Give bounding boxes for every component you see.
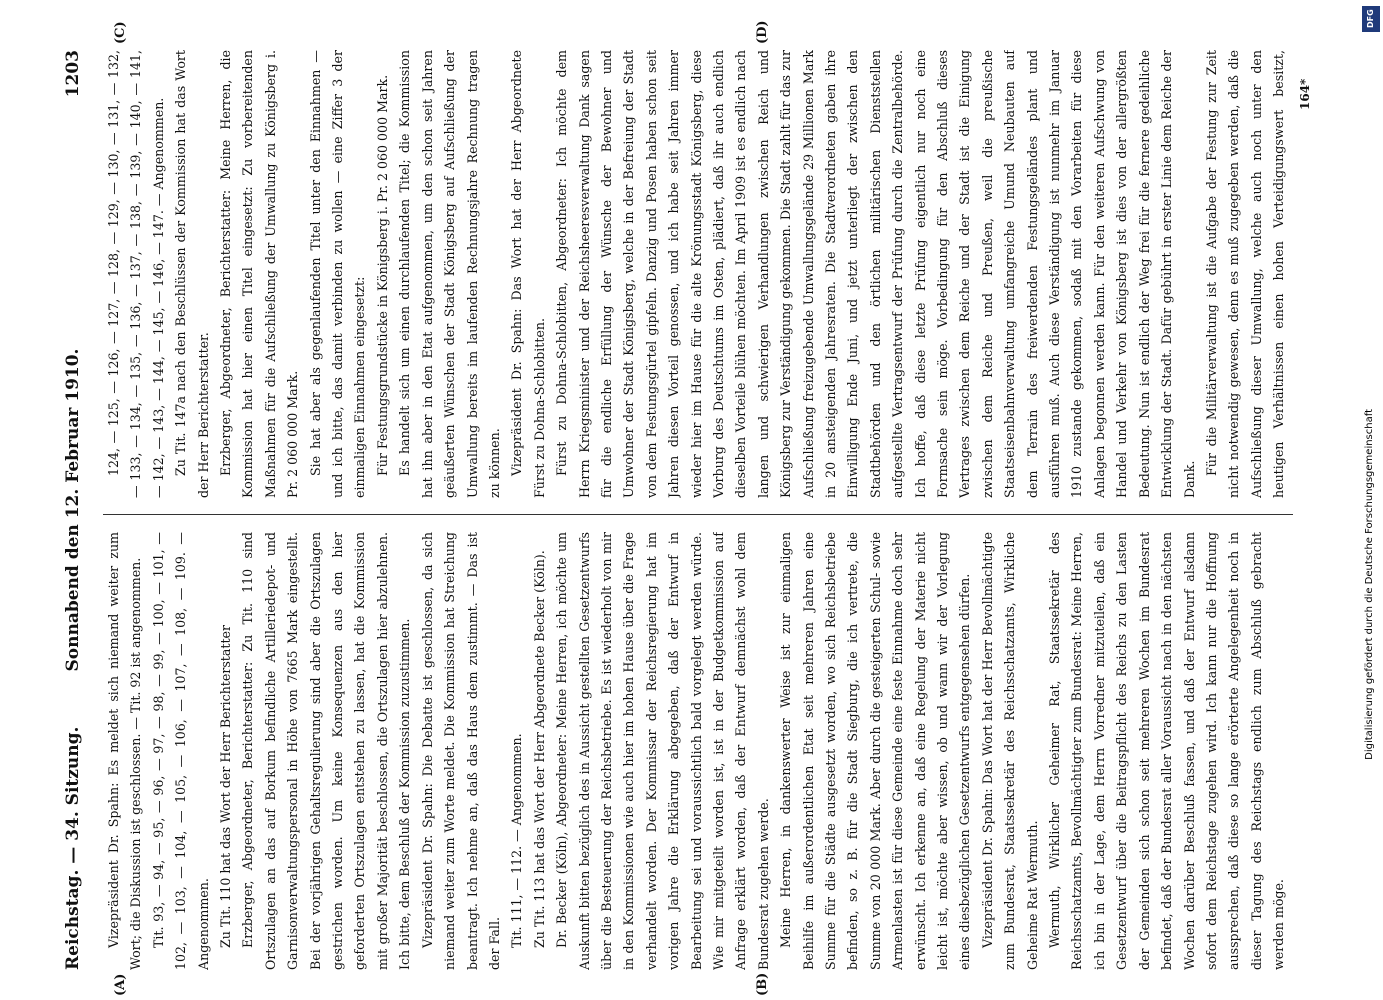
page-content [55,20,1315,996]
column-divider [103,514,1293,515]
left-column-paragraph: Wermuth, Wirklicher Geheimer Rat, Staatssekretär des Reichsschatzamts, Bevollmächtigter zum Bundesrat: Meine Herren, ich bin in der Lage, dem Herrn Vorredner mitzuteilen, daß ein Gesetzentwurf über die Beitragspflicht des Reichs zu den Lasten der Gemeinden sich schon seit mehreren Wochen im Bundesrat befindet, daß der Bundesrat aller Voraussicht nach in den nächsten Wochen darüber Beschluß fassen, und daß der Entwurf alsdann sofort dem Reichstage zugehen wird. Ich kann nur die Hoffnung aussprechen, daß diese so lange erörterte Angelegenheit noch in dieser Tagung des Reichstags endlich zum Abschluß gebracht werden möge. [1047,532,1287,970]
right-column-paragraph: Fürst zu Dohna-Schlobitten, Abgeordneter: Ich möchte dem Herrn Kriegsminister und der Reichsheeresverwaltung Dank sagen für die endliche Erfüllung der Wünsche der Bewohner und Umwohner der Stadt Königsberg, welche in der Befreiung der Stadt von dem Festungsgürtel gipfeln. Danzig und Posen haben schon seit Jahren diesen Vorteil genossen, und ich habe seit Jahren immer wieder hier im Hause für die alte Krönungsstadt Königsberg, diese Vorburg des Deutschtums im Osten, plädiert, daß ihr auch endlich dieselben Vorteile blühen möchten. Im April 1909 ist es endlich nach langen und schwierigen Verhandlungen zwischen Reich und Königsberg zur Verständigung gekommen. Die Stadt zahlt für das zur Aufschließung freizugebende Umwallungsgelände 29 Millionen Mark in 20 ansteigenden Jahresraten. Die Stadtverordneten gaben ihre Einwilligung Ende Juni, und jetzt unterliegt der zwischen den Stadtbehörden und den örtlichen militärischen Dienststellen aufgestellte Vertragsentwurf der Prüfung durch die Zentralbehörde. Ich hoffe, daß diese letzte Prüfung eigentlich nur noch eine Formsache sein möge. Vorbedingung für den Abschluß dieses Vertrages zwischen dem Reiche und der Stadt ist die Einigung zwischen dem Reiche und Preußen, weil die preußische Staatseisenbahnverwaltung umfangreiche Umund Neubauten auf dem Terrain des freiwerdenden Festungsgeländes plant und ausführen muß. Auch diese Verständigung ist nunmehr im Januar 1910 zustande gekommen, sodaß mit den Vorarbeiten für diese Anlagen begonnen werden kann. Für den weiteren Aufschwung von Handel und Verkehr von Königsberg ist dies von der allergrößten Bedeutung. Nun ist endlich der Weg frei für die fernere gedeihliche Entwicklung der Stadt. Dafür gebührt in erster Linie dem Reiche der Dank. [554,50,1197,498]
margin-mark-c: (C) [113,21,128,44]
margin-mark-a: (A) [113,973,128,996]
right-column-paragraph: Zu Tit. 147a nach den Beschlüssen der Kommission hat das Wort der Herr Berichterstatter. [173,50,211,498]
left-column-paragraph: Dr. Becker (Köln), Abgeordneter: Meine Herren, ich möchte um Auskunft bitten bezüglich des in Aussicht gestellten Gesetzentwurfs über die Besteuerung der Reichsbetriebe. Es ist wiederholt von mir in den Kommissionen wie auch hier im hohen Hause über die Frage verhandelt worden. Der Kommissar der Reichsregierung hat im vorigen Jahre die Erklärung abgegeben, daß der Entwurf in Bearbeitung sei und voraussichtlich bald vorgelegt werden würde. Wie mir mitgeteilt worden ist, ist in der Budgetkommission auf Anfrage erklärt worden, daß der Entwurf demnächst wohl dem Bundesrat zugehen werde. [554,532,771,970]
right-column-paragraph: Für die Militärverwaltung ist die Aufgabe der Festung zur Zeit nicht notwendig gewesen, denn es muß zugegeben werden, daß die Aufschließung dieser Umwallung, welche auch noch unter den heutigen Verhältnissen einen hohen Verteidigungswert besitzt, [1203,50,1287,498]
margin-mark-b: (B) [755,972,770,996]
left-column-paragraph: Vizepräsident Dr. Spahn: Die Debatte ist geschlossen, da sich niemand weiter zum Worte meldet. Die Kommission hat Streichung beantragt. Ich nehme an, daß das Haus dem zustimmt. — Das ist der Fall. [419,532,502,970]
header-session: Reichstag. — 34. Sitzung. [63,726,83,970]
dfg-logo: DFG [1362,6,1380,32]
digitization-credit: Digitalisierung gefördert durch die Deutsche Forschungsgemeinschaft [1364,409,1375,760]
right-column-paragraph: Erzberger, Abgeordneter, Berichterstatter: Meine Herren, die Kommission hat hier einen Titel eingesetzt: Zu vorbereitenden Maßnahmen für die Aufschließung der Umwallung zu Königsberg i. Pr. 2 060 000 Mark. [218,50,301,498]
left-column-paragraph: Zu Tit. 113 hat das Wort der Herr Abgeordnete Becker (Köln). [531,550,547,948]
margin-mark-d: (D) [755,20,770,44]
left-column-paragraph: Zu Tit. 110 hat das Wort der Herr Berichterstatter [218,625,234,948]
header-page-number: 1203 [63,50,83,98]
left-column-paragraph [1291,532,1293,970]
right-column-paragraph: Für Festungsgrundstücke in Königsberg i. Pr. 2 060 000 Mark. [374,74,390,476]
right-column [103,50,1293,498]
left-column [103,532,1293,970]
header-date: Sonnabend den 12. Februar 1910. [63,348,83,672]
right-column-paragraph: Sie hat aber als gegenlaufenden Titel unter den Einnahmen — und ich bitte, das damit verbinden zu wollen — eine Ziffer 3 der einmaligen Einnahmen eingesetzt: [307,50,368,498]
left-column-paragraph: Tit. 93, — 94, — 95, — 96, — 97, — 98, — 99, — 100, — 101, — 102, — 103, — 104, — 105, — 106, — 107, — 108, — 109. — Angenommen. [150,532,211,970]
right-column-paragraph: Es handelt sich um einen durchlaufenden Titel; die Kommission hat ihn aber in den Etat aufgenommen, um den schon seit Jahren geäußerten Wünschen der Stadt Königsberg auf Aufschließung der Umwallung bereits im laufenden Rechnungsjahre Rechnung tragen zu können. [397,50,502,498]
left-column-paragraph: Tit. 111, — 112. — Angenommen. [509,733,525,948]
right-column-paragraph: Vizepräsident Dr. Spahn: Das Wort hat der Herr Abgeordnete Fürst zu Dohna-Schlobitten. [509,50,547,498]
page-header [55,50,95,970]
left-column-paragraph: Vizepräsident Dr. Spahn: Es meldet sich niemand weiter zum Wort; die Diskussion ist geschlossen. — Tit. 92 ist angenommen. [106,532,144,970]
left-column-paragraph: Meine Herren, in dankenswerter Weise ist zur einmaligen Beihilfe im außerordentlichen Etat seit mehreren Jahren eine Summe für die Städte ausgesetzt worden, wo sich Reichsbetriebe befinden, so z. B. für die Stadt Siegburg, die ich vertrete, die Summe von 20 000 Mark. Aber durch die gesteigerten Schul- sowie Armenlasten ist für diese Gemeinde eine feste Einnahme doch sehr erwünscht. Ich erkenne an, daß eine Regelung der Materie nicht leicht ist, möchte aber wissen, ob und wann wir der Vorlegung eines diesbezüglichen Gesetzentwurfs entgegensehen dürfen. [778,532,973,970]
page-footer-signature: 164* [1298,78,1312,110]
left-column-paragraph: Vizepräsident Dr. Spahn: Das Wort hat der Herr Bevollmächtigte zum Bundesrat, Staatssekretär des Reichsschatzamts, Wirkliche Geheime Rat Wermuth. [979,532,1040,970]
left-column-paragraph: Erzberger, Abgeordneter, Berichterstatter: Zu Tit. 110 sind Ortszulagen an das auf Borkum befindliche Artilleriedepot- und Garnisonverwaltungspersonal in Höhe von 7665 Mark eingestellt. Bei der vorjährigen Gehaltsregulierung sind aber die Ortszulagen gestrichen worden. Um keine Konsequenzen aus den hier geforderten Ortszulagen entstehen zu lassen, hat die Kommission mit großer Majorität beschlossen, die Ortszulagen hier abzulehnen. Ich bitte, dem Beschluß der Kommission zuzustimmen. [240,532,413,970]
right-column-paragraph: 124, — 125, — 126, — 127, — 128, — 129, — 130, — 131, — 132, — 133, — 134, — 135, — 136, — 137, — 138, — 139, — 140, — 141, — 142, — 143, — 144, — 145, — 146, — 147. — Angenommen. [106,50,166,498]
